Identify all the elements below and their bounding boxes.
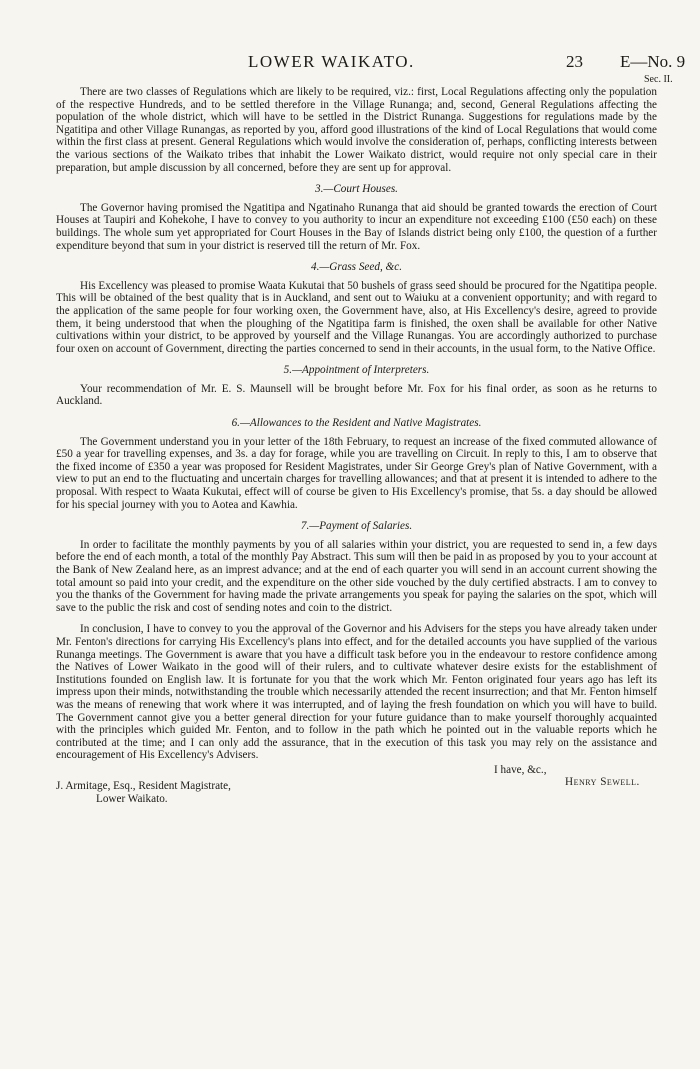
running-title: LOWER WAIKATO. — [248, 52, 415, 71]
section-reference: Sec. II. — [644, 74, 673, 85]
section-heading-grass-seed: 4.—Grass Seed, &c. — [310, 261, 403, 274]
conclusion-paragraph: In conclusion, I have to convey to you the approval of the Governor and his Advisers for the steps you have already taken under Mr. Fenton's directions for carrying His Excellency's plans into effect, and for the detailed accounts you have supplied of the various Runanga meetings. The Government is aware that you have a difficult task before you in the endeavour to restore confidence among the Natives of Lower Waikato in the good will of their rulers, and to cultivate whatever desire exists for the establishment of Institutions founded on English law. It is fortunate for you that the work which Mr. Fenton originated four years ago has left its impress upon their minds, notwithstanding the trouble which necessarily attended the recent insurrection; and that Mr. Fenton himself was the means of renewing that work where it was interrupted, and of laying the fresh foundation on which you will have to build. The Government cannot give you a better general direction for your future guidance than to make yourself thoroughly acquainted with the principles which guided Mr. Fenton, and to follow in the path which he pointed out in the valuable reports which he contributed at the time; and I can only add the assurance, that in the execution of this task you may rely on the assistance and encouragement of His Excellency's Advisers. — [56, 623, 657, 762]
page-header — [0, 52, 700, 85]
section-heading-allowances: 6.—Allowances to the Resident and Native Magistrates. — [231, 417, 482, 430]
intro-paragraph: There are two classes of Regulations which are likely to be required, viz.: first, Local Regulations affecting only the population of the respective Hundreds, and to be settled therefore in the Village Runanga; and, second, General Regulations affecting the population of the whole district, which will have to be settled in the District Runanga. Suggestions for regulations made by the Ngatitipa and other Village Runangas, as reported by you, afford good illustrations of the kind of Local Regulations that would come within the first class at present. General Regulations which would involve the consideration of, perhaps, conflicting interests between the various sections of the Waikato tribes that inhabit the Lower Waikato district, would require not only special care in their preparation, but ample discussion by all concerned, before they are sent up for approval. — [56, 86, 657, 174]
section-heading-salaries: 7.—Payment of Salaries. — [300, 520, 413, 533]
section-paragraph-allowances: The Government understand you in your letter of the 18th February, to request an increase of the fixed commuted allowance of £50 a year for travelling expenses, and 3s. a day for forage, while you are travelling on Circuit. In reply to this, I am to observe that the fixed income of £350 a year was proposed for Resident Magistrates, under Sir George Grey's plan of Native Government, with a view to put an end to the fluctuating and uncertain charges for travelling allowances; and that at present it is intended to adhere to the proposal. With respect to Waata Kukutai, effect will of course be given to His Excellency's promise, that 5s. a day should be allowed for his special journey with you to Aotea and Kawhia. — [56, 435, 657, 511]
addressee-line-1: J. Armitage, Esq., Resident Magistrate, — [56, 779, 231, 792]
document-reference: E—No. 9 — [620, 52, 686, 71]
letter-body — [56, 86, 657, 808]
page-number: 23 — [566, 52, 583, 71]
section-paragraph-grass-seed: His Excellency was pleased to promise Waata Kukutai that 50 bushels of grass seed should be procured for the Ngatitipa people. This will be obtained of the best quality that is in Auckland, and sent out to Waiuku at a convenient opportunity; and with regard to the application of the same people for four working oxen, the Government have, also, at His Excellency's desire, agreed to provide them, it being understood that when the ploughing of the Ngatitipa farm is finished, the oxen shall be available for other Native cultivations within your district, to be approved by yourself and the Village Runangas. You are accordingly authorized to purchase four oxen on account of Government, directing the parties concerned to send in their accounts, in the usual form, to the Native Office. — [56, 279, 657, 355]
section-heading-court-houses: 3.—Court Houses. — [315, 183, 398, 196]
section-heading-interpreters: 5.—Appointment of Interpreters. — [283, 364, 430, 377]
addressee-block — [56, 780, 657, 808]
section-paragraph-court-houses: The Governor having promised the Ngatitipa and Ngatinaho Runanga that aid should be granted towards the erection of Court Houses at Taupiri and Kohekohe, I have to convey to you authority to incur an expenditure not exceeding £100 (£50 each) on these buildings. The whole sum yet appropriated for Court Houses in the Bay of Islands district being only £100, the question of a further expenditure beyond that sum in your district is reserved till the return of Mr. Fox. — [56, 201, 657, 252]
section-paragraph-salaries: In order to facilitate the monthly payments by you of all salaries within your district, you are requested to send in, a few days before the end of each month, a total of the monthly Pay Abstract. This sum will then be paid in as proposed by you to your account at the Bank of New Zealand here, as an imprest advance; and at the end of each quarter you will send in an account current showing the total amount so paid into your credit, and the expenditure on the other side vouched by the duly certified abstracts. I am to convey to you the thanks of the Government for having made the private arrangements you speak for paying the salaries on the spot, which will save to the public the risk and cost of sending notes and coin to the district. — [56, 538, 657, 614]
closing-phrase: I have, &c., — [494, 763, 547, 776]
section-paragraph-interpreters: Your recommendation of Mr. E. S. Maunsell will be brought before Mr. Fox for his final order, as soon as he returns to Auckland. — [56, 382, 657, 408]
addressee-line-2: Lower Waikato. — [96, 792, 168, 805]
signatory-name: Henry Sewell. — [565, 775, 640, 788]
